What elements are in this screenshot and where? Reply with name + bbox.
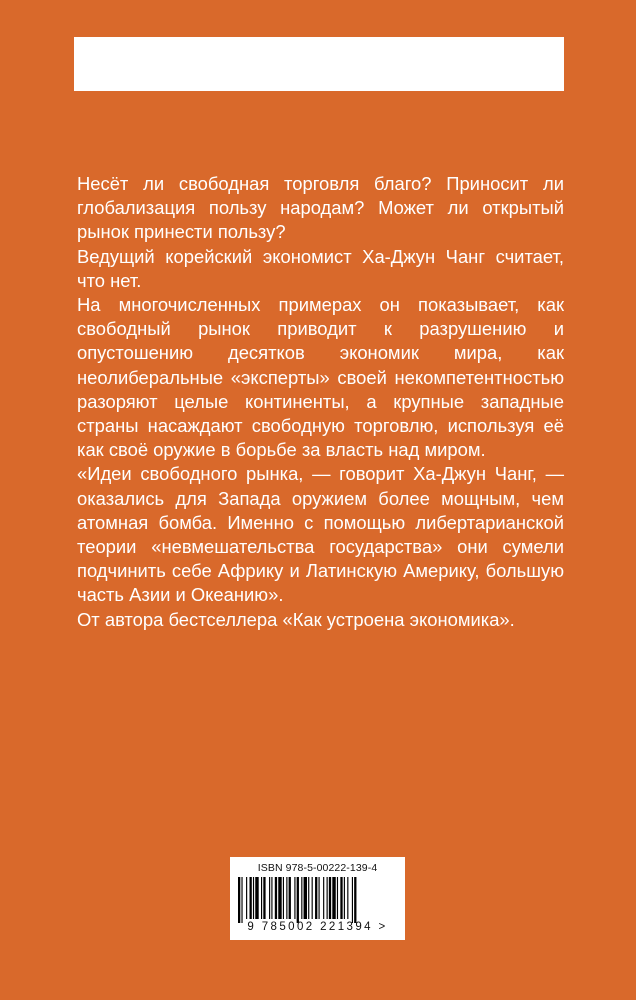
barcode-bar — [246, 877, 247, 919]
barcode-bar — [332, 877, 335, 919]
barcode-bar — [294, 877, 295, 919]
barcode-bar — [319, 877, 320, 919]
barcode-bar — [289, 877, 291, 919]
barcode-bar — [253, 877, 254, 919]
barcode-bar — [269, 877, 270, 919]
barcode-bar — [263, 877, 265, 919]
barcode-bar — [238, 877, 240, 923]
barcode-box — [230, 857, 405, 940]
isbn-label: ISBN 978-5-00222-139-4 — [257, 862, 378, 874]
barcode-digits: 9 785002 221394 > — [247, 921, 388, 933]
barcode-bar — [337, 877, 338, 919]
barcode-bar — [286, 877, 287, 919]
barcode-bar — [297, 877, 299, 923]
barcode-bar — [301, 877, 302, 919]
barcode-bar — [304, 877, 307, 919]
barcode-bar — [323, 877, 324, 919]
barcode-bars — [238, 877, 397, 923]
barcode-bar — [255, 877, 258, 919]
barcode-bar — [315, 877, 317, 919]
title-band — [74, 37, 564, 91]
barcode-bar — [283, 877, 284, 919]
barcode-bar — [271, 877, 272, 919]
barcode-bar — [327, 877, 328, 919]
barcode-bar — [308, 877, 309, 919]
blurb-paragraph: Несёт ли свободная торговля благо? Приносит ли глобализация пользу народам? Может ли открытый рынок принести пользу? — [77, 173, 564, 243]
barcode-bar — [275, 877, 277, 919]
blurb-paragraph: На многочисленных примерах он показывает, как свободный рынок приводит к разрушению и опустошению десятков экономик мира, как неолиберальные «эксперты» своей некомпетентностью разоряют целые континенты, а крупные западные страны насаждают свободную торговлю, используя её как своё оружие в борьбе за власть над миром. — [77, 294, 564, 461]
blurb-paragraph: Ведущий корейский экономист Ха-Джун Чанг считает, что нет. — [77, 245, 564, 291]
barcode-bar — [347, 877, 348, 919]
barcode-bar — [344, 877, 345, 919]
barcode-bar — [354, 877, 356, 923]
barcode-bar — [250, 877, 252, 919]
barcode-bar — [352, 877, 353, 923]
barcode-bar — [340, 877, 342, 919]
barcode-bar — [312, 877, 313, 919]
blurb-paragraph: От автора бестселлера «Как устроена экономика». — [77, 608, 515, 630]
barcode-bar — [329, 877, 331, 919]
back-cover-blurb — [77, 172, 564, 632]
barcode-bar — [241, 877, 242, 923]
barcode-bar — [261, 877, 262, 919]
barcode-bar — [278, 877, 281, 919]
blurb-paragraph: «Идеи свободного рынка, — говорит Ха-Джун Чанг, — оказались для Запада оружием более мощным, чем атомная бомба. Именно с помощью либертарианской теории «невмешательства государства» они сумели подчинить себе Африку и Латинскую Америку, большую часть Азии и Океанию». — [77, 463, 564, 606]
